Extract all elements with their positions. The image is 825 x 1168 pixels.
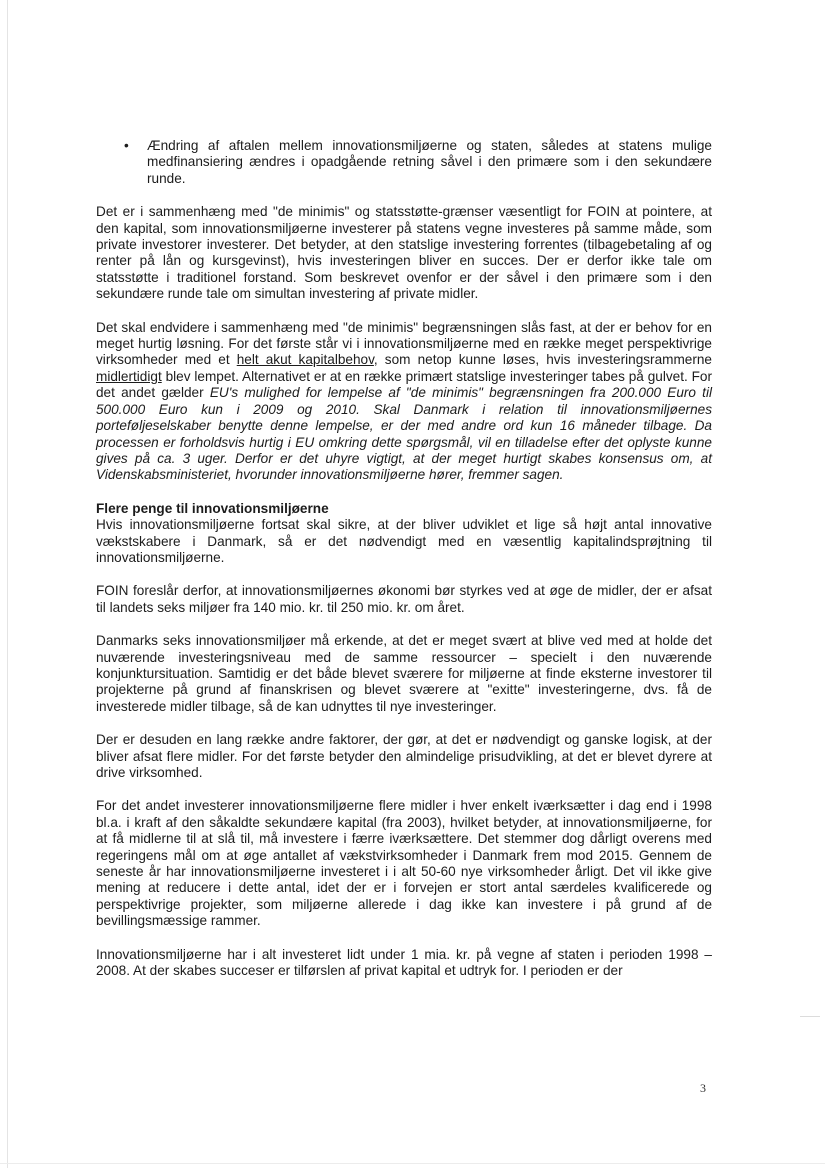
paragraph-secondary-capital: For det andet investerer innovationsmiljøerne flere midler i hver enkelt iværksætter i dag end i 1998 bl.a. i kraft af den såkaldte sekundære kapital (fra 2003), hvilket betyder, at innovationsmiljøerne, for at få midlerne til at slå til, må investere i færre iværksættere. Det stemmer dog dårligt overens med regeringens mål om at øge antallet af vækstvirksomheder i Danmark frem mod 2015. Gennem de seneste år har innovationsmiljøerne investeret i i alt 50-60 nye virksomheder årligt. Det vil ikke give mening at reducere i dette antal, idet der er i forvejen er stort antal særdeles kvalificerede og perspektivrige projekter, som miljøerne allerede i dag ikke kan investere i på grund af de bevillingsmæssige rammer. <box>96 798 712 929</box>
paragraph-urgent-solution <box>96 320 712 484</box>
paragraph-other-factors: Der er desuden en lang række andre faktorer, der gør, at det er nødvendigt og ganske logisk, at der bliver afsat flere midler. For det første betyder den almindelige prisudvikling, at det er blevet dyrere at drive virksomhed. <box>96 732 712 780</box>
text-segment: , som netop kunne løses, hvis investeringsrammerne <box>373 352 712 368</box>
paragraph-investment-level: Danmarks seks innovationsmiljøer må erkende, at det er meget svært at blive ved med at holde det nuværende investeringsniveau med de samme ressourcer – specielt i den nuværende konjunktursituation. Samtidig er det både blevet sværere for miljøerne at finde eksterne investorer til projekterne på grund af finanskrisen og blevet sværere at "exitte" investeringerne, dvs. få de investerede midler tilbage, så de kan udnyttes til nye investeringer. <box>96 633 712 714</box>
paragraph-capital-injection: Hvis innovationsmiljøerne fortsat skal sikre, at der bliver udviklet et lige så højt antal innovative vækstskabere i Danmark, så er det nødvendigt med en væsentlig kapitalindsprøjtning til innovationsmiljøerne. <box>96 517 712 565</box>
scan-edge-bottom <box>0 1163 825 1164</box>
paragraph-foin-proposal: FOIN foreslår derfor, at innovationsmiljøernes økonomi bør styrkes ved at øge de midler, der er afsat til landets seks miljøer fra 140 mio. kr. til 250 mio. kr. om året. <box>96 583 712 615</box>
text-segment: Det skal endvidere i sammenhæng med "de minimis" begrænsningen slås fast, at der er behov for en meget hurtig løsning. For det første står vi i innovationsmiljøerne med en række meget perspektivrige virksomheder med et <box>96 319 712 368</box>
scan-edge-left <box>7 0 8 1168</box>
body-text <box>96 138 712 979</box>
italic-text: EU's mulighed for lempelse af "de minimis" begrænsningen fra 200.000 Euro til 500.000 Euro kun i 2009 og 2010. Skal Danmark i relation til innovationsmiljøernes porteføljeselskaber benytte denne lempelse, er der med andre ord kun 16 måneder tilbage. Da processen er forholdsvis hurtig i EU omkring dette spørgsmål, vil en tilladelse efter det oplyste kunne gives på ca. 3 uger. Derfor er det uhyre vigtigt, at der meget hurtigt skabes konsensus om, at Videnskabsministeriet, hvorunder innovationsmiljøerne hører, fremmer sagen. <box>96 385 713 483</box>
bullet-marker: • <box>124 138 129 153</box>
paragraph-investment-total: Innovationsmiljøerne har i alt investeret lidt under 1 mia. kr. på vegne af staten i perioden 1998 – 2008. At der skabes succeser er tilførslen af privat kapital et udtryk for. I perioden er der <box>96 946 712 979</box>
section-heading: Flere penge til innovationsmiljøerne <box>96 500 329 516</box>
page-number: 3 <box>700 1081 706 1095</box>
paragraph-de-minimis: Det er i sammenhæng med "de minimis" og statsstøtte-grænser væsentligt for FOIN at pointere, at den kapital, som innovationsmiljøerne investerer på statens vegne investeres på samme måde, som private investorer investerer. Det betyder, at den statslige investering forrentes (tilbagebetaling af og renter på lån og kursgevinst), hvis investeringen bliver en succes. Der er derfor ikke tale om statsstøtte i traditionel forstand. Som beskrevet ovenfor er der såvel i den primære som i den sekundære runde tale om simultan investering af private midler. <box>96 204 712 302</box>
underlined-text: midlertidigt <box>96 368 162 384</box>
bullet-text: Ændring af aftalen mellem innovationsmiljøerne og staten, således at statens mulige medfinansiering ændres i opadgående retning såvel i den primære som i den sekundære runde. <box>147 138 712 186</box>
bullet-item <box>96 138 712 187</box>
text-segment: blev lempet. Alternativet er at en række primært statslige investeringer tabes på gulvet. For det andet gælder <box>96 368 712 401</box>
underlined-text: helt akut kapitalbehov <box>236 352 374 368</box>
scan-margin-mark <box>800 1016 820 1017</box>
